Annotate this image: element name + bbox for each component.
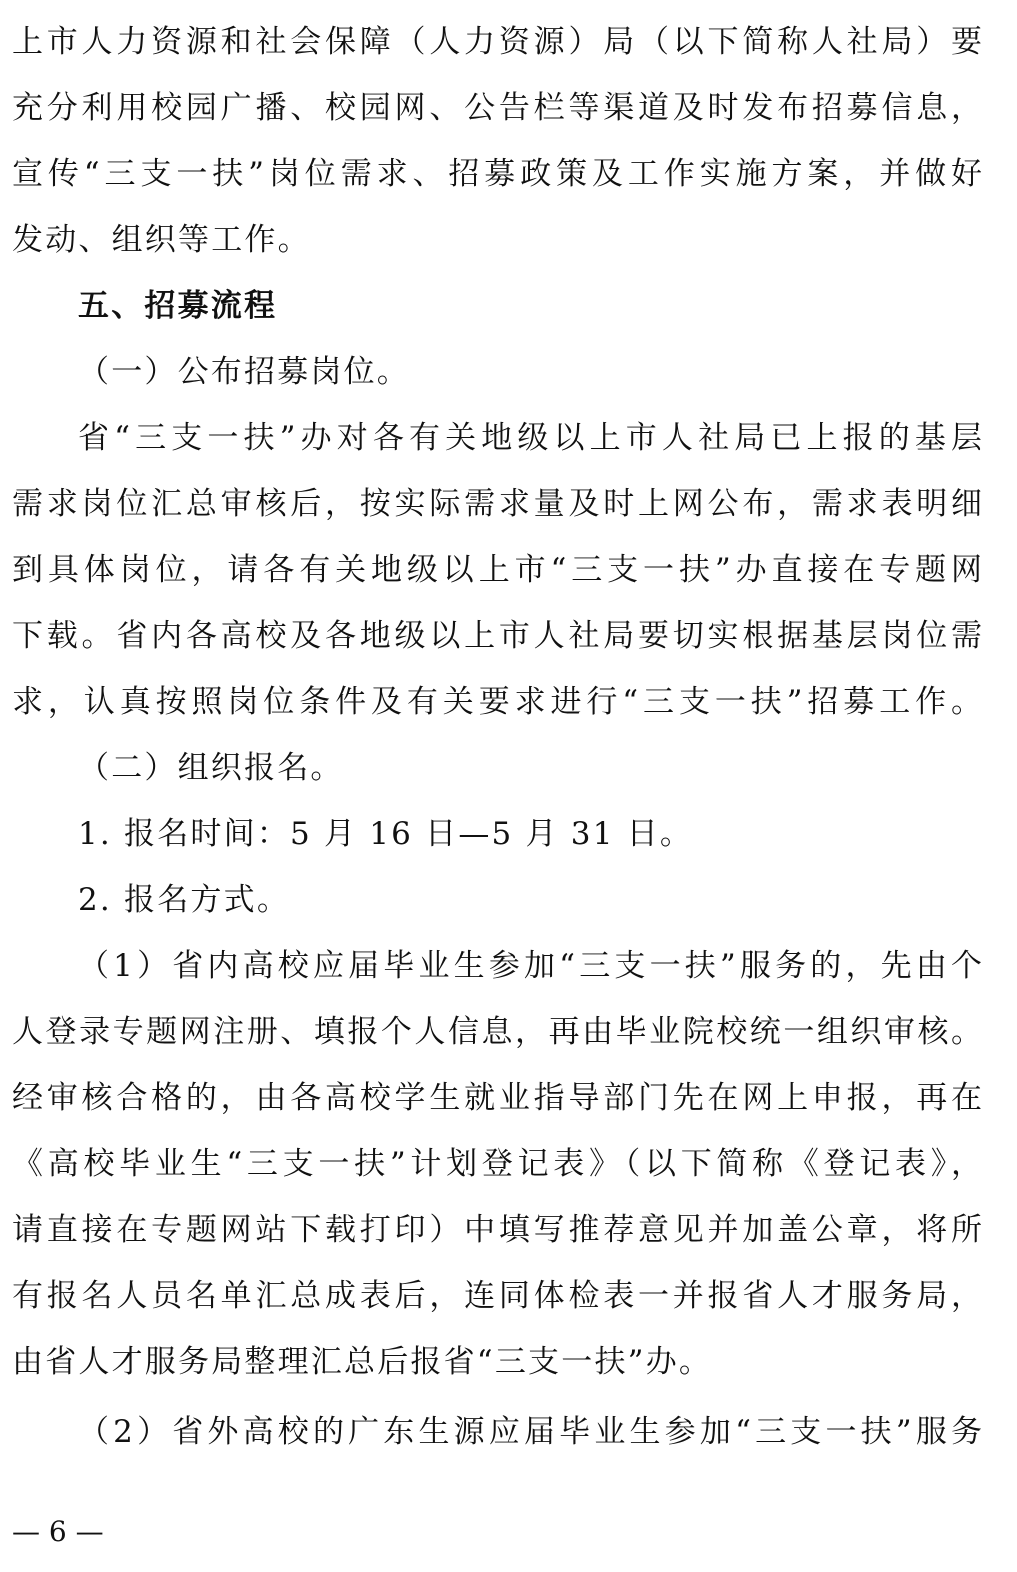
section-heading: 五、招募流程 [78, 288, 278, 324]
paragraph-line: （1）省内高校应届毕业生参加“三支一扶”服务的，先由个 [78, 948, 982, 984]
paragraph-line: 到具体岗位，请各有关地级以上市“三支一扶”办直接在专题网 [12, 552, 982, 588]
paragraph-line: 省“三支一扶”办对各有关地级以上市人社局已上报的基层 [78, 420, 982, 456]
paragraph-line: 有报名人员名单汇总成表后，连同体检表一并报省人才服务局， [12, 1278, 982, 1314]
paragraph-line: 人登录专题网注册、填报个人信息，再由毕业院校统一组织审核。 [12, 1014, 982, 1050]
paragraph-line: 上市人力资源和社会保障（人力资源）局（以下简称人社局）要 [12, 24, 982, 60]
paragraph-line: 宣传“三支一扶”岗位需求、招募政策及工作实施方案，并做好 [12, 156, 982, 192]
paragraph-line: 1. 报名时间：5 月 16 日—5 月 31 日。 [78, 816, 694, 852]
paragraph-line: 充分利用校园广播、校园网、公告栏等渠道及时发布招募信息， [12, 90, 982, 126]
paragraph-line: 2. 报名方式。 [78, 882, 291, 918]
paragraph-line: 发动、组织等工作。 [12, 222, 311, 258]
paragraph-line: 需求岗位汇总审核后，按实际需求量及时上网公布，需求表明细 [12, 486, 982, 522]
paragraph-line: 求，认真按照岗位条件及有关要求进行“三支一扶”招募工作。 [12, 684, 982, 720]
paragraph-line: 《高校毕业生“三支一扶”计划登记表》（以下简称《登记表》， [12, 1146, 982, 1182]
paragraph-line: （2）省外高校的广东生源应届毕业生参加“三支一扶”服务 [78, 1414, 982, 1450]
paragraph-line: 经审核合格的，由各高校学生就业指导部门先在网上申报，再在 [12, 1080, 982, 1116]
paragraph-line: 下载。省内各高校及各地级以上市人社局要切实根据基层岗位需 [12, 618, 982, 654]
paragraph-line: 请直接在专题网站下载打印）中填写推荐意见并加盖公章，将所 [12, 1212, 982, 1248]
paragraph-line: 由省人才服务局整理汇总后报省“三支一扶”办。 [12, 1344, 713, 1380]
subsection-heading: （一）公布招募岗位。 [78, 354, 410, 390]
subsection-heading: （二）组织报名。 [78, 750, 344, 786]
page-number: — 6 — [12, 1515, 104, 1548]
